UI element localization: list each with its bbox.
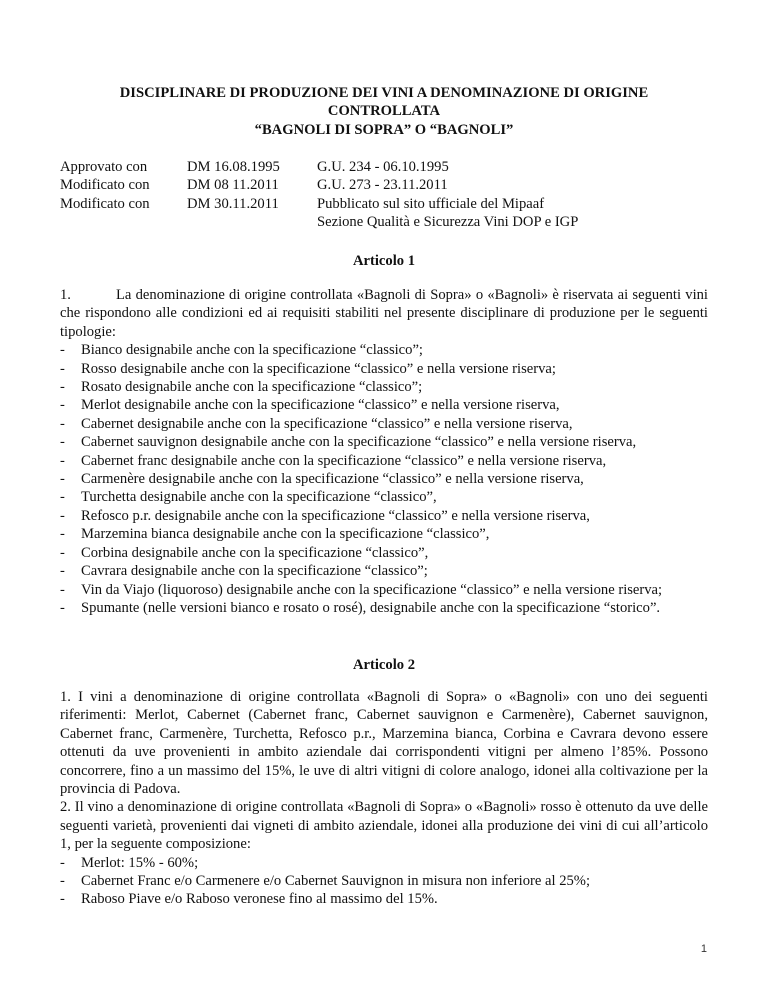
approval-label: Modificato con [60,177,150,194]
approval-label: Approvato con [60,159,148,175]
list-item: - Rosso designabile anche con la specificazione “classico” e nella versione riserva; [60,360,708,378]
list-item: - Merlot: 15% - 60%; [60,854,708,872]
list-item: - Cabernet Franc e/o Carmenere e/o Cabernet Sauvignon in misura non inferiore al 25%; [60,872,708,890]
approval-gu: Sezione Qualità e Sicurezza Vini DOP e IGP [317,214,579,231]
approval-dm: DM 16.08.1995 [187,159,280,175]
approval-gu: G.U. 273 - 23.11.2011 [317,177,448,194]
approval-label [60,213,187,231]
list-item: - Spumante (nelle versioni bianco e rosato o rosé), designabile anche con la specificazione “storico”. [60,599,708,617]
article-2-heading: Articolo 2 [352,657,415,673]
article-1-body [60,286,708,617]
paragraph-number: 1. [60,287,71,303]
article-2-paragraph-1: 1. I vini a denominazione di origine controllata «Bagnoli di Sopra» o «Bagnoli» con uno dei seguenti riferimenti: Merlot, Cabernet (Cabernet franc, Cabernet sauvignon e Carmenère), Cabernet sauvignon, Cabernet franc, Carmenère, Turchetta, Refosco p.r., Marzemina bianca, Corbina e Cavrara devono essere ottenuti da uve provenienti in ambito aziendale dai corrispondenti vitigni per almeno l’85%. Possono concorrere, fino a un massimo del 15%, le uve di altri vitigni di colore analogo, idonei alla coltivazione per la provincia di Padova. [60,689,708,798]
list-item: - Turchetta designabile anche con la specificazione “classico”, [60,488,708,506]
list-item: - Cavrara designabile anche con la specificazione “classico”; [60,562,708,580]
approval-row [60,158,708,176]
title-line: DISCIPLINARE DI PRODUZIONE DEI VINI A DENOMINAZIONE DI ORIGINE [119,85,649,101]
list-item: - Bianco designabile anche con la specificazione “classico”; [60,341,708,359]
list-item: - Cabernet franc designabile anche con la specificazione “classico” e nella versione riserva, [60,452,708,470]
list-item: - Corbina designabile anche con la specificazione “classico”, [60,544,708,562]
list-item: - Carmenère designabile anche con la specificazione “classico” e nella versione riserva, [60,470,708,488]
approval-row [60,195,708,213]
list-item: - Rosato designabile anche con la specificazione “classico”; [60,378,708,396]
approval-row [60,213,708,231]
article-2-body [60,688,708,909]
article-1-intro [60,286,708,341]
article-2-paragraph-2: 2. Il vino a denominazione di origine controllata «Bagnoli di Sopra» o «Bagnoli» rosso è ottenuto da uve delle seguenti varietà, provenienti dai vigneti di ambito aziendale, idonei alla produzione dei vini di cui all’articolo 1, per la seguente composizione: [60,799,708,853]
approval-dm [187,213,317,231]
intro-text: La denominazione di origine controllata «Bagnoli di Sopra» o «Bagnoli» è riservata ai seguenti vini che rispondono alle condizioni ed ai requisiti stabiliti nel presente disciplinare di produzione per le seguenti tipologie: [60,287,708,340]
document-title [60,84,708,139]
approval-gu: Pubblicato sul sito ufficiale del Mipaaf [317,195,545,212]
list-item: - Cabernet designabile anche con la specificazione “classico” e nella versione riserva, [60,415,708,433]
list-item: - Cabernet sauvignon designabile anche con la specificazione “classico” e nella versione riserva, [60,433,708,451]
list-item: - Merlot designabile anche con la specificazione “classico” e nella versione riserva, [60,396,708,414]
approval-dm: DM 30.11.2011 [187,195,279,212]
list-item: - Refosco p.r. designabile anche con la specificazione “classico” e nella versione riserva, [60,507,708,525]
title-line: “BAGNOLI DI SOPRA” O “BAGNOLI” [254,121,514,138]
approval-dm: DM 08 11.2011 [187,177,279,194]
title-line: CONTROLLATA [327,103,441,120]
list-item: - Vin da Viajo (liquoroso) designabile anche con la specificazione “classico” e nella versione riserva; [60,581,708,599]
page-number: 1 [700,943,707,955]
typology-list [60,341,708,617]
article-1-heading: Articolo 1 [352,253,415,269]
approval-table [60,158,708,232]
composition-list [60,854,708,909]
list-item: - Raboso Piave e/o Raboso veronese fino al massimo del 15%. [60,890,708,908]
approval-row [60,176,708,194]
approval-label: Modificato con [60,195,150,212]
list-item: - Marzemina bianca designabile anche con la specificazione “classico”, [60,525,708,543]
approval-gu: G.U. 234 - 06.10.1995 [317,159,449,175]
